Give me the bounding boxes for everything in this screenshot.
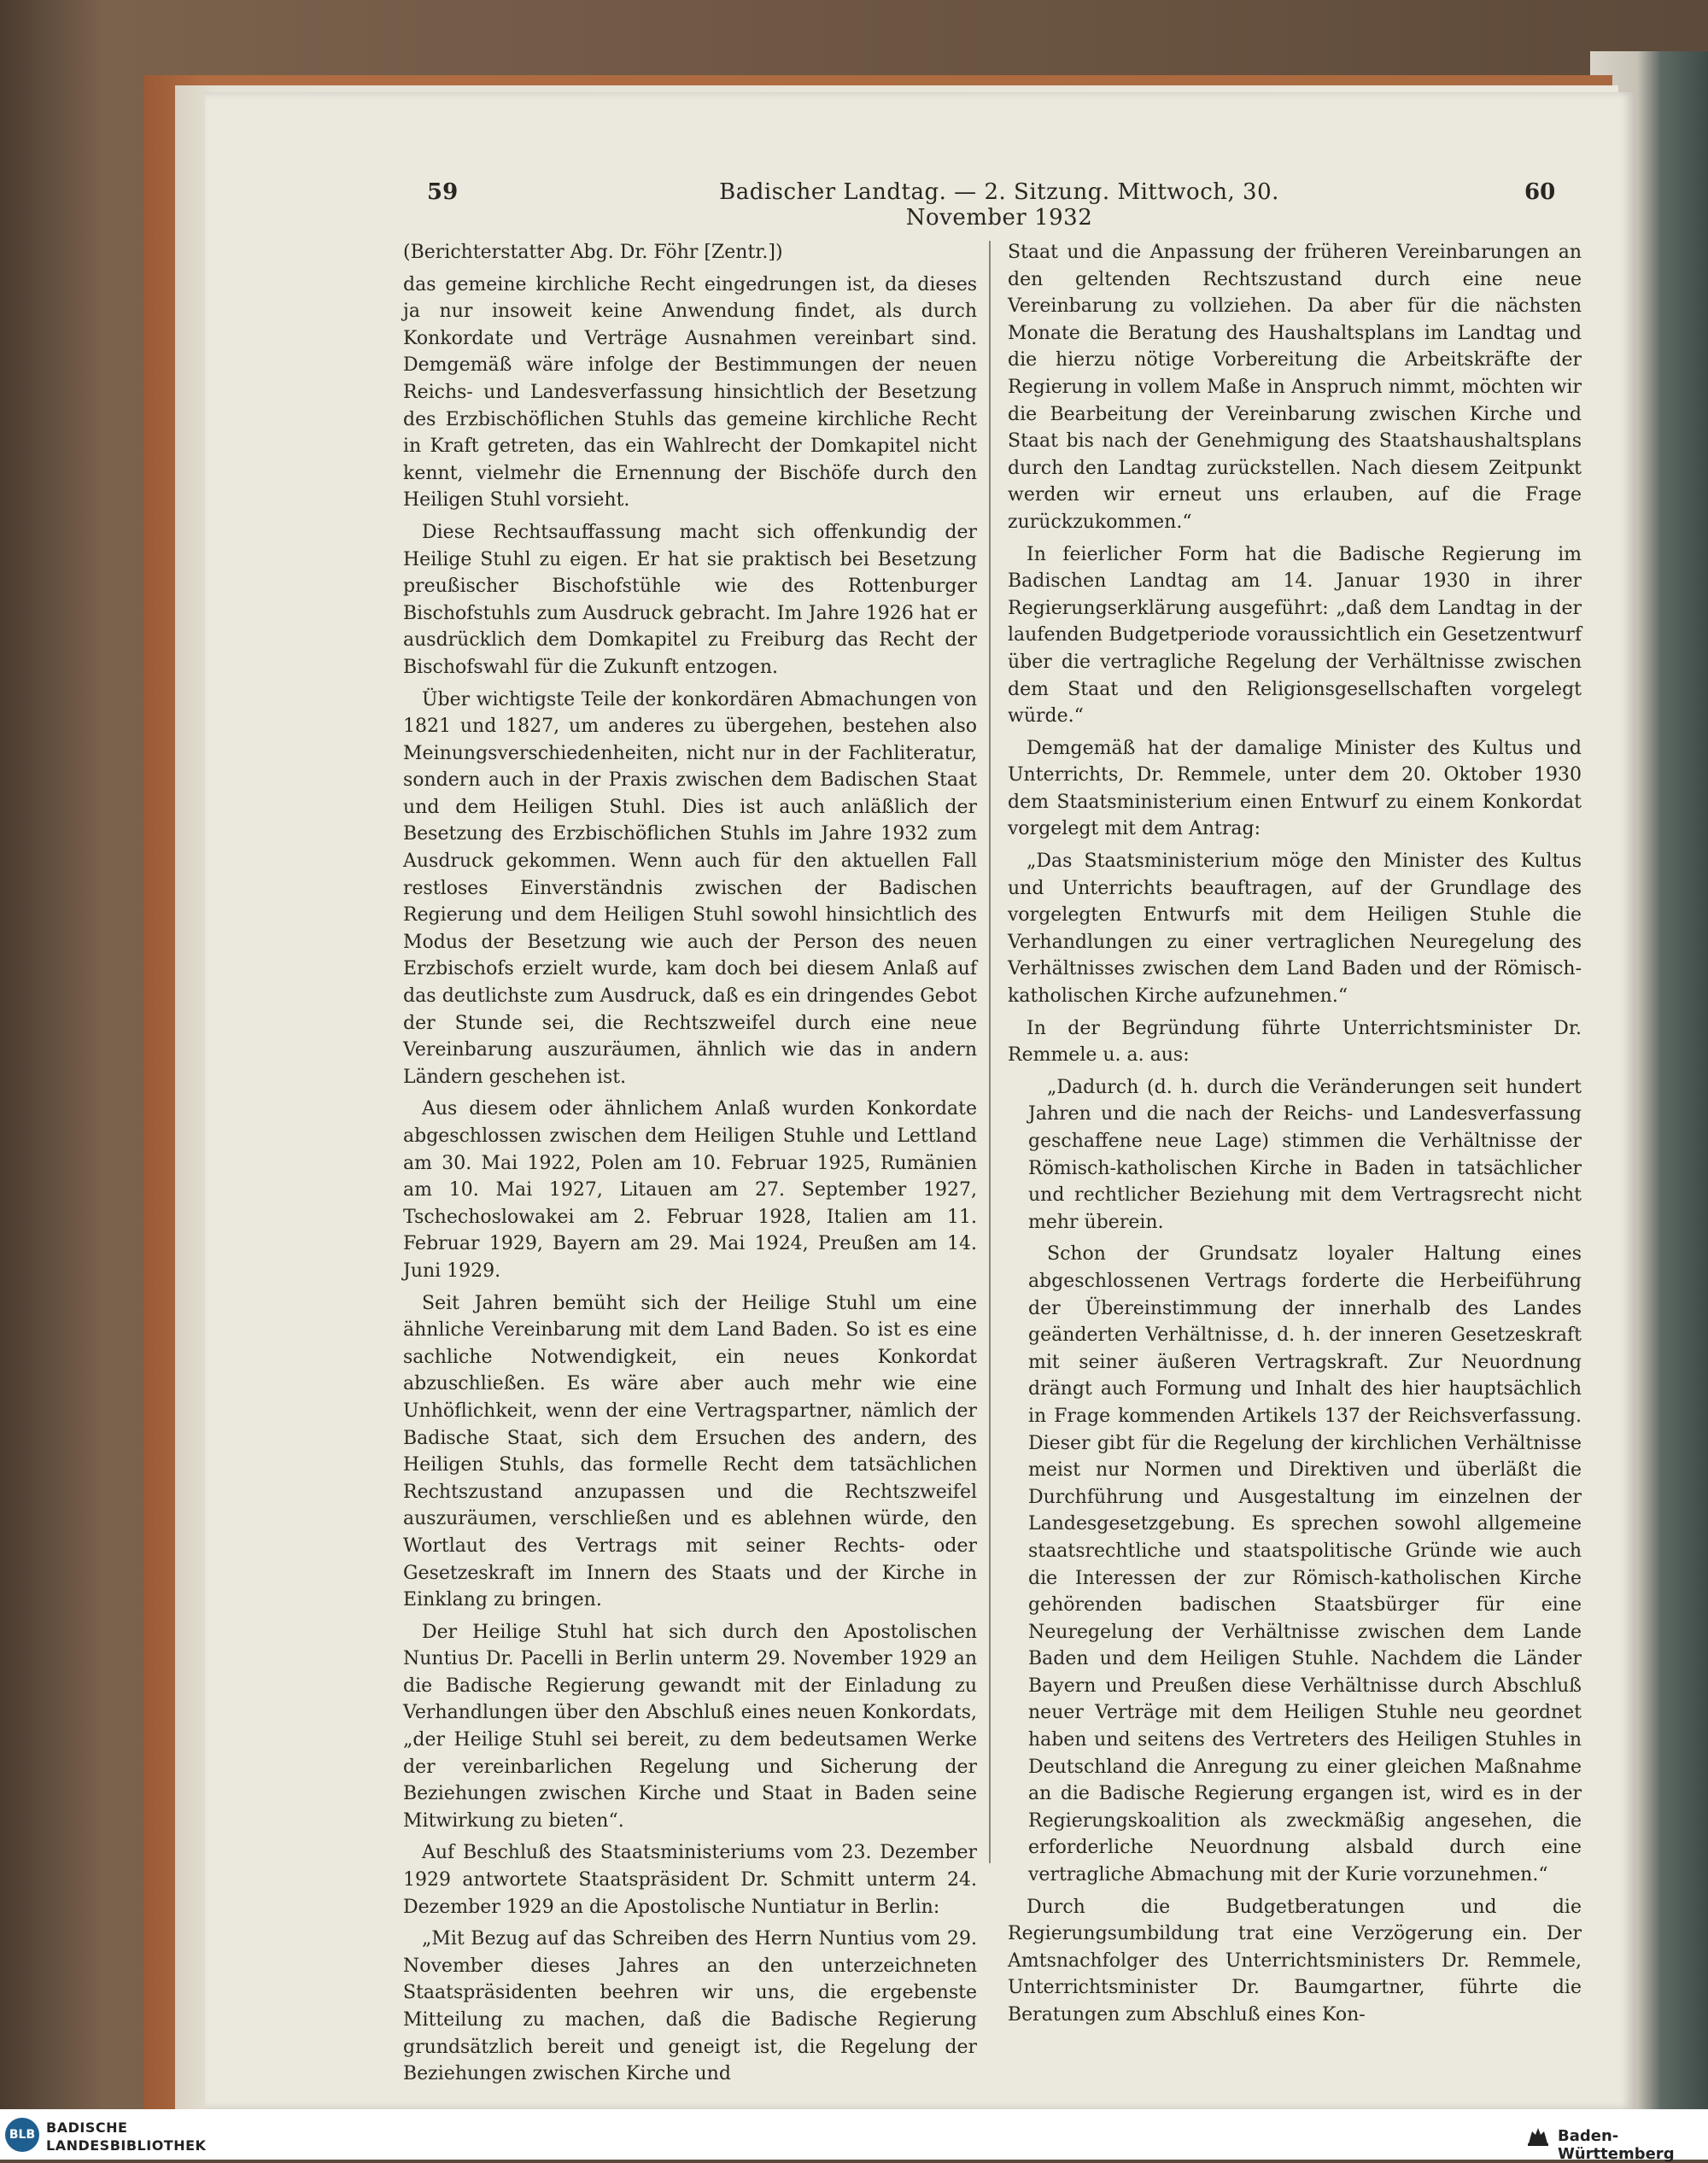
paragraph: Seit Jahren bemüht sich der Heilige Stuhl um eine ähnliche Vereinbarung mit dem Land Baden. So ist es eine sachliche Notwendigkeit, ein neues Konkordat abzuschließen. Es wäre aber auch mehr wie eine Unhöflichkeit, wenn der eine Vertragspartner, nämlich der Badische Staat, sich dem Ersuchen des andern, des Heiligen Stuhls, das formelle Recht dem tatsächlichen Rechtszustand anzupassen und die Rechtszweifel auszuräumen, verschließen und es ablehnen würde, den Wortlaut des Vertrags mit seiner Rechts- oder Gesetzeskraft im Innern des Staats und der Kirche in Einklang zu bringen.: [403, 1292, 977, 1611]
paragraph: Durch die Budgetberatungen und die Regierungsumbildung trat eine Verzögerung ein. Der Amtsnachfolger des Unterrichtsministers Dr. Remmele, Unterrichtsminister Dr. Baumgartner, führte die Beratungen zum Abschluß eines Kon-: [1008, 1896, 1582, 2026]
paragraph: das gemeine kirchliche Recht eingedrungen ist, da dieses ja nur insoweit keine Anwendung findet, als durch Konkordate und Verträge Ausnahmen vereinbart sind. Demgemäß wäre infolge der Bestimmungen der neuen Reichs- und Landesverfassung hinsichtlich der Besetzung des Erzbischöflichen Stuhls das gemeine kirchliche Recht in Kraft getreten, das ein Wahlrecht der Domkapitel nicht kennt, vielmehr die Ernennung der Bischöfe durch den Heiligen Stuhl vorsieht.: [403, 273, 977, 512]
running-head: Badischer Landtag. — 2. Sitzung. Mittwoch, 30. November 1932: [719, 179, 1279, 231]
quote-paragraph: „Das Staatsministerium möge den Minister des Kultus und Unterrichts beauftragen, auf der Grundlage des vorgelegten Entwurfs mit dem Heiligen Stuhle die Verhandlungen zu einer vertraglichen Neuregelung des Verhältnisses zwischen dem Land Baden und der Römisch-katholischen Kirche aufzunehmen.“: [1008, 851, 1582, 1008]
library-name-line1: BADISCHE: [46, 2119, 128, 2136]
paragraph: Aus diesem oder ähnlichem Anlaß wurden Konkordate abgeschlossen zwischen dem Heiligen Stuhle und Lettland am 30. Mai 1922, Polen am 10. Februar 1925, Rumänien am 10. Mai 1927, Litauen am 27. September 1927, Tschechoslowakei am 2. Februar 1928, Italien am 11. Februar 1929, Bayern am 29. Mai 1924, Preußen am 14. Juni 1929.: [403, 1098, 977, 1282]
speaker-attribution: (Berichterstatter Abg. Dr. Föhr [Zentr.]): [403, 242, 783, 263]
baden-wuerttemberg-lions-icon: [1525, 2123, 1551, 2148]
blb-logo[interactable]: BLB: [5, 2118, 39, 2152]
text-column-right: [1008, 239, 1582, 2034]
library-name-line2: LANDESBIBLIOTHEK: [46, 2137, 207, 2154]
page-number-left: 59: [427, 179, 459, 205]
paragraph: Diese Rechtsauffassung macht sich offenkundig der Heilige Stuhl zu eigen. Er hat sie praktisch bei Besetzung preußischer Bischofstühle wie des Rottenburger Bischofstuhls zum Ausdruck gebracht. Im Jahre 1926 hat er ausdrücklich dem Domkapitel zu Freiburg das Recht der Bischofswahl für die Zukunft entzogen.: [403, 521, 977, 678]
paragraph: In der Begründung führte Unterrichtsminister Dr. Remmele u. a. aus:: [1008, 1017, 1582, 1067]
paragraph: Über wichtigste Teile der konkordären Abmachungen von 1821 und 1827, um anderes zu übergehen, bestehen also Meinungsverschiedenheiten, nicht nur in der Fachliteratur, sondern auch in der Praxis zwischen dem Badischen Staat und dem Heiligen Stuhl. Dies ist auch anläßlich der Besetzung des Erzbischöflichen Stuhls im Jahre 1932 zum Ausdruck gekommen. Wenn auch für den aktuellen Fall restloses Einverständnis zwischen der Badischen Regierung und dem Heiligen Stuhl sowohl hinsichtlich des Modus der Besetzung wie auch der Person des neuen Erzbischofs erzielt wurde, kam doch bei diesem Anlaß auf das deutlichste zum Ausdruck, daß es ein dringendes Gebot der Stunde sei, die Rechtszweifel durch eine neue Vereinbarung auszuräumen, ähnlich wie das in andern Ländern geschehen ist.: [403, 688, 977, 1088]
quote-paragraph: „Mit Bezug auf das Schreiben des Herrn Nuntius vom 29. November dieses Jahres an den unterzeichneten Staatspräsidenten beehren wir uns, die ergebenste Mitteilung zu machen, daß die Badische Regierung grundsätzlich bereit und geneigt ist, die Regelung der Beziehungen zwischen Kirche und: [403, 1928, 977, 2085]
quote-paragraph: „Dadurch (d. h. durch die Veränderungen seit hundert Jahren und die nach der Reichs- und Landesverfassung geschaffene neue Lage) stimmen die Verhältnisse der Römisch-katholischen Kirche in Baden in tatsächlicher und rechtlicher Beziehung mit dem Vertragsrecht nicht mehr überein.: [1028, 1076, 1582, 1233]
column-divider: [989, 241, 991, 1863]
page-number-right: 60: [1524, 179, 1556, 205]
quote-paragraph: Schon der Grundsatz loyaler Haltung eines abgeschlossenen Vertrags forderte die Herbeiführung der Übereinstimmung der innerhalb des Landes geänderten Verhältnisse, d. h. der inneren Gesetzeskraft mit seiner äußeren Vertragskraft. Zur Neuordnung drängt auch Formung und Inhalt des hier hauptsächlich in Frage kommenden Artikels 137 der Reichsverfassung. Dieser gibt für die Regelung der kirchlichen Verhältnisse meist nur Normen und Direktiven und überläßt die Durchführung und Ausgestaltung im einzelnen der Landesgesetzgebung. Es sprechen sowohl allgemeine staatsrechtliche und staatspolitische Gründe wie auch die Interessen der zur Römisch-katholischen Kirche gehörenden badischen Staatsbürger für eine Neuregelung der Verhältnisse zwischen dem Lande Baden und dem Heiligen Stuhle. Nachdem die Länder Bayern und Preußen diese Verhältnisse durch Abschluß neuer Verträge mit dem Heiligen Stuhle neu geordnet haben und seitens des Vertreters des Heiligen Stuhles in Deutschland die Anregung zu einer gleichen Maßnahme an die Badische Regierung ergangen ist, wird es in der Regierungskoalition als zweckmäßig angesehen, die erforderliche Neuordnung alsbald durch eine vertragliche Abmachung mit der Kurie vorzunehmen.“: [1028, 1243, 1582, 1886]
paragraph: In feierlicher Form hat die Badische Regierung im Badischen Landtag am 14. Januar 1930 in ihrer Regierungserklärung ausgeführt: „daß dem Landtag in der laufenden Budgetperiode voraussichtlich ein Gesetzentwurf über die vertragliche Regelung der Verhältnisse zwischen dem Staat und den Religionsgesellschaften vorgelegt würde.“: [1008, 543, 1582, 728]
baden-wuerttemberg-label[interactable]: Baden-Württemberg: [1558, 2127, 1675, 2163]
text-column-left: [403, 239, 977, 2093]
paragraph: Der Heilige Stuhl hat sich durch den Apostolischen Nuntius Dr. Pacelli in Berlin unterm 29. November 1929 an die Badische Regierung gewandt mit der Einladung zu Verhandlungen über den Abschluß eines neuen Konkordats, „der Heilige Stuhl sei bereit, zu dem bedeutsamen Werke der vereinbarlichen Regelung und Sicherung der Beziehungen zwischen Kirche und Staat in Baden seine Mitwirkung zu bieten“.: [403, 1621, 977, 1832]
paragraph: Auf Beschluß des Staatsministeriums vom 23. Dezember 1929 antwortete Staatspräsident Dr. Schmitt unterm 24. Dezember 1929 an die Apostolische Nuntiatur in Berlin:: [403, 1842, 977, 1918]
footer-bar: [0, 2109, 1708, 2160]
paragraph: Demgemäß hat der damalige Minister des Kultus und Unterrichts, Dr. Remmele, unter dem 20. Oktober 1930 dem Staatsministerium einen Entwurf zu einem Konkordat vorgelegt mit dem Antrag:: [1008, 737, 1582, 840]
paragraph: Staat und die Anpassung der früheren Vereinbarungen an den geltenden Rechtszustand durch eine neue Vereinbarung zu vollziehen. Da aber für die nächsten Monate die Beratung des Haushaltsplans im Landtag und die hierzu nötige Vorbereitung die Arbeitskräfte der Regierung in vollem Maße in Anspruch nimmt, möchten wir die Bearbeitung der Vereinbarung zwischen Kirche und Staat bis nach der Genehmigung des Staatshaushaltsplans durch den Landtag zurückstellen. Nach diesem Zeitpunkt werden wir erneut uns erlauben, auf die Frage zurückzukommen.“: [1008, 242, 1582, 533]
